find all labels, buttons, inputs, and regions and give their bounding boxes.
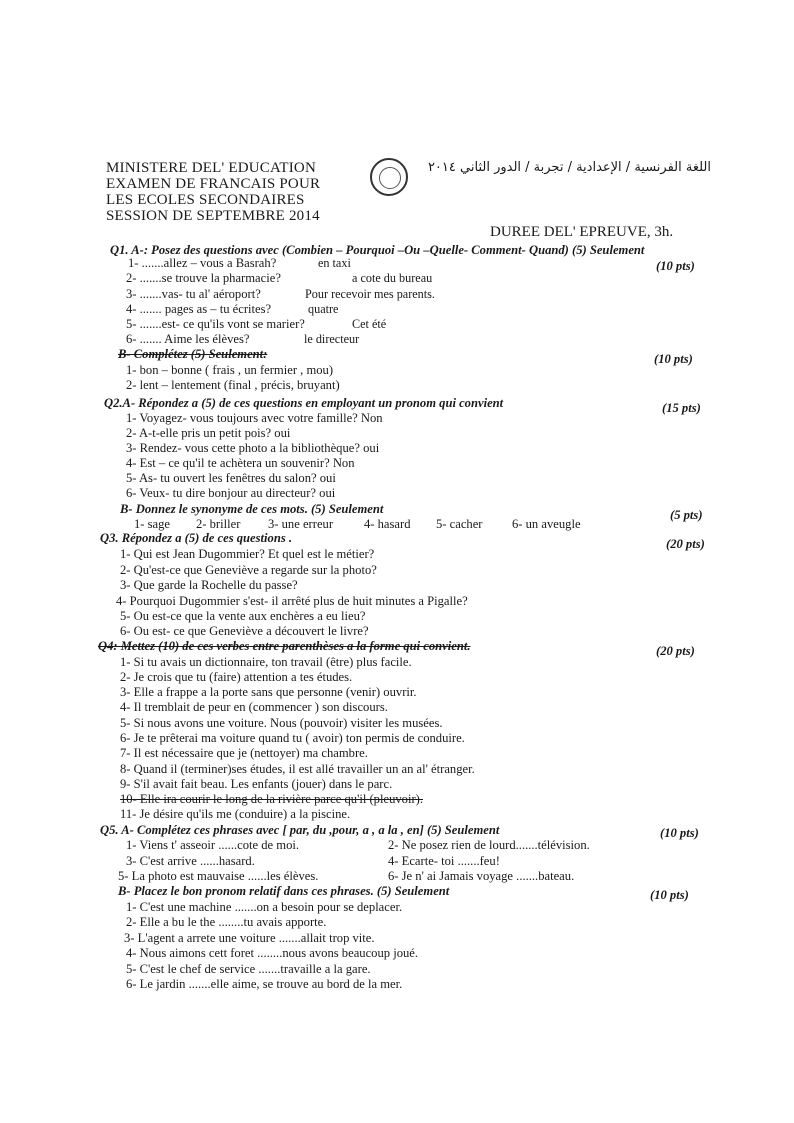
q2-item: 4- Est – ce qu'il te achètera un souvenir? Non bbox=[126, 456, 355, 470]
q4-item: 6- Je te prêterai ma voiture quand tu ( avoir) ton permis de conduire. bbox=[120, 731, 465, 745]
q1-points: (10 pts) bbox=[656, 259, 695, 273]
q3-item: 3- Que garde la Rochelle du passe? bbox=[120, 578, 298, 592]
q5b-item: 1- C'est une machine .......on a besoin pour se deplacer. bbox=[126, 900, 403, 914]
q4-item: 7- Il est nécessaire que je (nettoyer) ma chambre. bbox=[120, 746, 368, 760]
header-line: MINISTERE DEL' EDUCATION bbox=[106, 160, 316, 176]
ministry-seal-icon bbox=[370, 158, 408, 196]
q4-item: 10- Elle ira courir le long de la rivière parce qu'il (pleuvoir). bbox=[120, 792, 423, 806]
q5a-item: 1- Viens t' asseoir ......cote de moi. bbox=[126, 838, 300, 852]
q5b-item: 6- Le jardin .......elle aime, se trouve au bord de la mer. bbox=[126, 977, 403, 991]
q2-item: 6- Veux- tu dire bonjour au directeur? oui bbox=[126, 486, 336, 500]
q3-item: 1- Qui est Jean Dugommier? Et quel est le métier? bbox=[120, 547, 375, 561]
q4-item: 1- Si tu avais un dictionnaire, ton travail (être) plus facile. bbox=[120, 655, 412, 669]
q5a-item: 5- La photo est mauvaise ......les élèves. bbox=[118, 869, 319, 883]
q5-title: Q5. A- Complétez ces phrases avec [ par, du ,pour, a , a la , en] (5) Seulement bbox=[100, 823, 500, 837]
q1-item: 3- .......vas- tu al' aéroport? bbox=[126, 287, 261, 301]
header-line: LES ECOLES SECONDAIRES bbox=[106, 192, 305, 208]
q2b-word: 4- hasard bbox=[364, 517, 411, 531]
q2b-points: (5 pts) bbox=[670, 508, 703, 522]
q1-answer: a cote du bureau bbox=[352, 271, 433, 285]
q1-item: 2- .......se trouve la pharmacie? bbox=[126, 271, 281, 285]
q1-item: 1- .......allez – vous a Basrah? bbox=[128, 256, 277, 270]
q2b-title: B- Donnez le synonyme de ces mots. (5) Seulement bbox=[120, 502, 384, 516]
q1b-points: (10 pts) bbox=[654, 352, 693, 366]
q5a-item: 4- Ecarte- toi .......feu! bbox=[388, 854, 500, 868]
q1-answer: Cet été bbox=[352, 317, 387, 331]
q4-item: 4- Il tremblait de peur en (commencer ) son discours. bbox=[120, 700, 388, 714]
q4-points: (20 pts) bbox=[656, 644, 695, 658]
q3-item: 4- Pourquoi Dugommier s'est- il arrêté plus de huit minutes a Pigalle? bbox=[116, 594, 468, 608]
q5b-points: (10 pts) bbox=[650, 888, 689, 902]
q3-title: Q3. Répondez a (5) de ces questions . bbox=[100, 531, 293, 545]
q2b-word: 3- une erreur bbox=[268, 517, 334, 531]
q1-answer: quatre bbox=[308, 302, 339, 316]
q5b-item: 5- C'est le chef de service .......travaille a la gare. bbox=[126, 962, 371, 976]
ministry-header bbox=[106, 160, 320, 224]
q4-item: 8- Quand il (terminer)ses études, il est allé travailler un an al' étranger. bbox=[120, 762, 475, 776]
q5-points: (10 pts) bbox=[660, 826, 699, 840]
q1-answer: le directeur bbox=[304, 332, 360, 346]
q4-item: 9- S'il avait fait beau. Les enfants (jouer) dans le parc. bbox=[120, 777, 393, 791]
q4-item: 3- Elle a frappe a la porte sans que personne (venir) ouvrir. bbox=[120, 685, 417, 699]
q3-points: (20 pts) bbox=[666, 537, 705, 551]
q5a-item: 3- C'est arrive ......hasard. bbox=[126, 854, 255, 868]
q1-title: Q1. A-: Posez des questions avec (Combien – Pourquoi –Ou –Quelle- Comment- Quand) (5) Seulement bbox=[110, 243, 645, 257]
q1-item: 5- .......est- ce qu'ils vont se marier? bbox=[126, 317, 305, 331]
q2-item: 2- A-t-elle pris un petit pois? oui bbox=[126, 426, 291, 440]
q2-title: Q2.A- Répondez a (5) de ces questions en employant un pronom qui convient bbox=[104, 396, 504, 410]
header-line: SESSION DE SEPTEMBRE 2014 bbox=[106, 208, 320, 224]
q3-item: 6- Ou est- ce que Geneviève a découvert le livre? bbox=[120, 624, 369, 638]
q1b-item: 2- lent – lentement (final , précis, bruyant) bbox=[126, 378, 340, 392]
q2-item: 1- Voyagez- vous toujours avec votre famille? Non bbox=[126, 411, 383, 425]
q5b-item: 2- Elle a bu le the ........tu avais apporte. bbox=[126, 915, 327, 929]
q2b-word: 2- briller bbox=[196, 517, 241, 531]
q1b-item: 1- bon – bonne ( frais , un fermier , mou) bbox=[126, 363, 334, 377]
q3-item: 5- Ou est-ce que la vente aux enchères a eu lieu? bbox=[120, 609, 366, 623]
q1-item: 6- ....... Aime les élèves? bbox=[126, 332, 250, 346]
q2-item: 3- Rendez- vous cette photo a la bibliothèque? oui bbox=[126, 441, 380, 455]
q5a-item: 6- Je n' ai Jamais voyage .......bateau. bbox=[388, 869, 575, 883]
arabic-header: اللغة الفرنسية / الإعدادية / تجربة / الدور الثاني ٢٠١٤ bbox=[427, 160, 711, 175]
q4-item: 11- Je désire qu'ils me (conduire) a la piscine. bbox=[120, 807, 351, 821]
q4-item: 5- Si nous avons une voiture. Nous (pouvoir) visiter les musées. bbox=[120, 716, 443, 730]
header-line: EXAMEN DE FRANCAIS POUR bbox=[106, 176, 321, 192]
q4-item: 2- Je crois que tu (faire) attention a tes études. bbox=[120, 670, 353, 684]
q1-answer: en taxi bbox=[318, 256, 351, 270]
q4-title: Q4: Mettez (10) de ces verbes entre parenthèses a la forme qui convient. bbox=[98, 639, 471, 653]
q1-answer: Pour recevoir mes parents. bbox=[305, 287, 435, 301]
q2-points: (15 pts) bbox=[662, 401, 701, 415]
q1b-title: B- Complétez (5) Seulement: bbox=[118, 347, 268, 361]
q5b-item: 3- L'agent a arrete une voiture .......allait trop vite. bbox=[124, 931, 375, 945]
q1-item: 4- ....... pages as – tu écrites? bbox=[126, 302, 272, 316]
q5a-item: 2- Ne posez rien de lourd.......télévision. bbox=[388, 838, 590, 852]
exam-duration: DUREE DEL' EPREUVE, 3h. bbox=[490, 224, 674, 240]
q5b-item: 4- Nous aimons cett foret ........nous avons beaucoup joué. bbox=[126, 946, 419, 960]
q2b-word: 6- un aveugle bbox=[512, 517, 581, 531]
q5b-title: B- Placez le bon pronom relatif dans ces phrases. (5) Seulement bbox=[118, 884, 450, 898]
q2b-word: 1- sage bbox=[134, 517, 171, 531]
q2-item: 5- As- tu ouvert les fenêtres du salon? oui bbox=[126, 471, 336, 485]
q3-item: 2- Qu'est-ce que Geneviève a regarde sur la photo? bbox=[120, 563, 377, 577]
q2b-word: 5- cacher bbox=[436, 517, 483, 531]
